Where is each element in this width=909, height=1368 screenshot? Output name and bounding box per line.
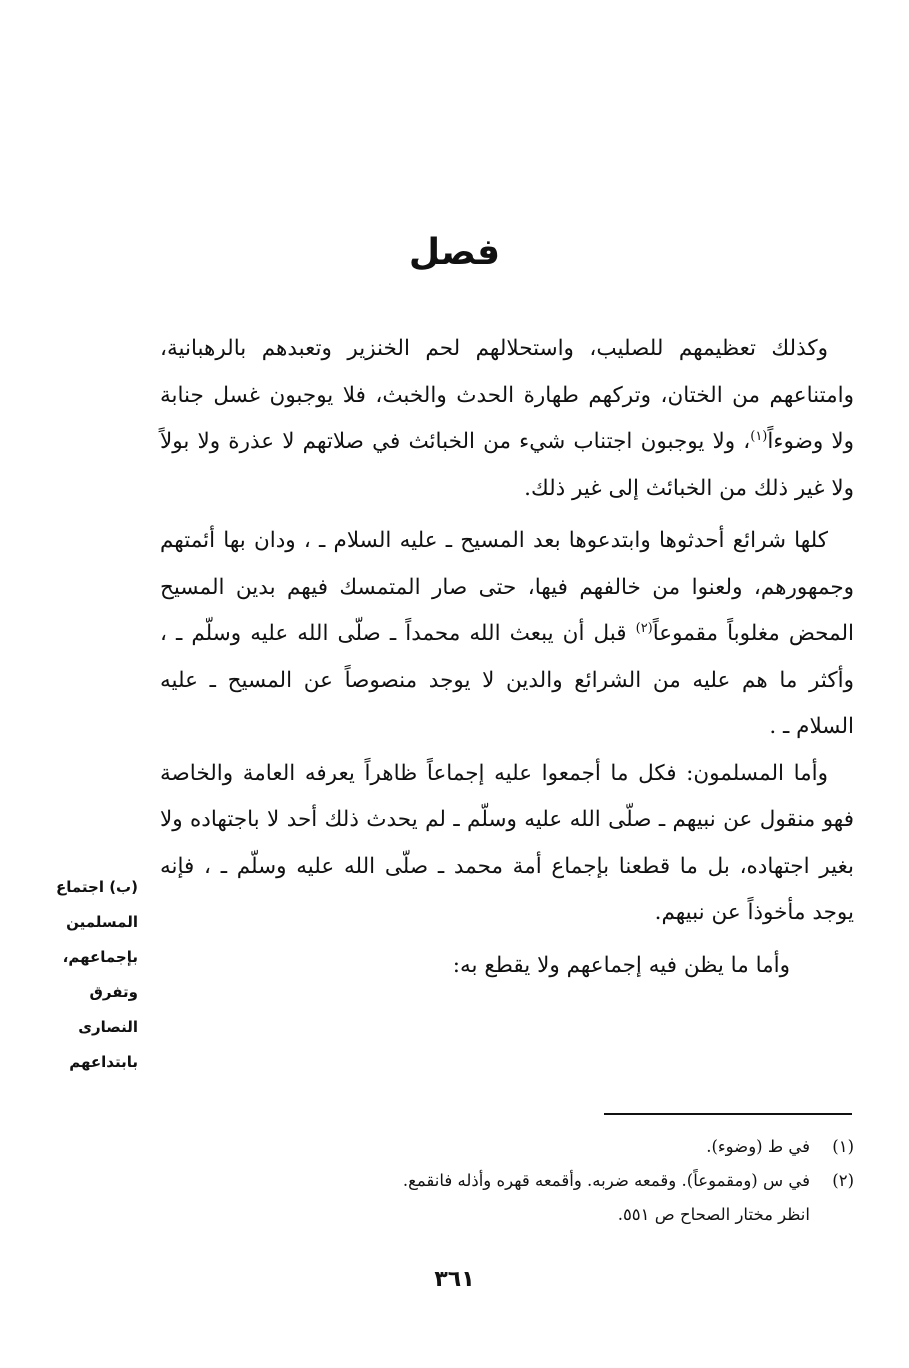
paragraph-2: كلها شرائع أحدثوها وابتدعوها بعد المسيح ـ عليه السلام ـ ، ودان بها أئمتهم وجمهورهم، ولعنوا من خالفهم فيها، حتى صار المتمسك فيهم بدين المسيح المحض مغلوباً مقموعاً$^{(٢)}$ قبل أن يبعث الله محمداً ـ صلّى الله عليه وسلّم ـ ، وأكثر ما هم عليه من الشرائع والدين لا يوجد منصوصاً عن المسيح ـ عليه السلام ـ . (160, 528, 855, 739)
margin-note-line: بإجماعهم، (62, 948, 138, 966)
paragraph-3: وأما المسلمون: فكل ما أجمعوا عليه إجماعاً ظاهراً يعرفه العامة والخاصة فهو منقول عن نبيهم ـ صلّى الله عليه وسلّم ـ لم يحدث ذلك أحد لا باجتهاده ولا بغير اجتهاده، بل ما قطعنا بإجماع أمة محمد ـ صلّى الله عليه وسلّم ـ ، فإنه يوجد مأخوذاً عن نبيهم. (160, 760, 854, 925)
margin-note-line: المسلمين (66, 913, 138, 931)
footnote-divider (604, 1113, 852, 1115)
footnote-2 (300, 1164, 854, 1198)
margin-note-line: النصارى (78, 1018, 138, 1036)
margin-note (14, 870, 138, 1080)
paragraph-1: وكذلك تعظيمهم للصليب، واستحلالهم لحم الخنزير وتعبدهم بالرهبانية، وامتناعهم من الختان، وتركهم طهارة الحدث والخبث، فلا يوجبون غسل جنابة ولا وضوءاً$^{(١)}$، ولا يوجبون اجتناب شيء من الخبائث في صلاتهم لا عذرة ولا بولاً ولا غير ذلك من الخبائث إلى غير ذلك. (160, 336, 855, 501)
footnote-2-continuation: انظر مختار الصحاح ص ٥٥١. (617, 1205, 810, 1224)
margin-note-line: بابتداعهم (69, 1053, 138, 1071)
footnote-1 (300, 1130, 854, 1164)
margin-note-line: (ب) اجتماع (55, 878, 138, 896)
footnotes (300, 1130, 854, 1232)
footnote-text: في س (ومقموعاً). وقمعه ضربه. وأقمعه قهره وأذله فانقمع. (402, 1171, 810, 1190)
footnote-ref-2[interactable]: (٢) (635, 620, 653, 636)
footnote-text: في ط (وضوء). (706, 1137, 810, 1156)
section-title: فصل (408, 232, 501, 273)
paragraph-4: وأما ما يظن فيه إجماعهم ولا يقطع به: (452, 952, 790, 978)
footnote-ref-1[interactable]: (١) (750, 428, 768, 444)
page-number: ٣٦١ (434, 1267, 475, 1292)
footnote-number: (٢) (832, 1171, 854, 1190)
footnote-number: (١) (832, 1137, 854, 1156)
margin-note-line: وتفرق (89, 983, 138, 1001)
main-text (160, 326, 854, 989)
